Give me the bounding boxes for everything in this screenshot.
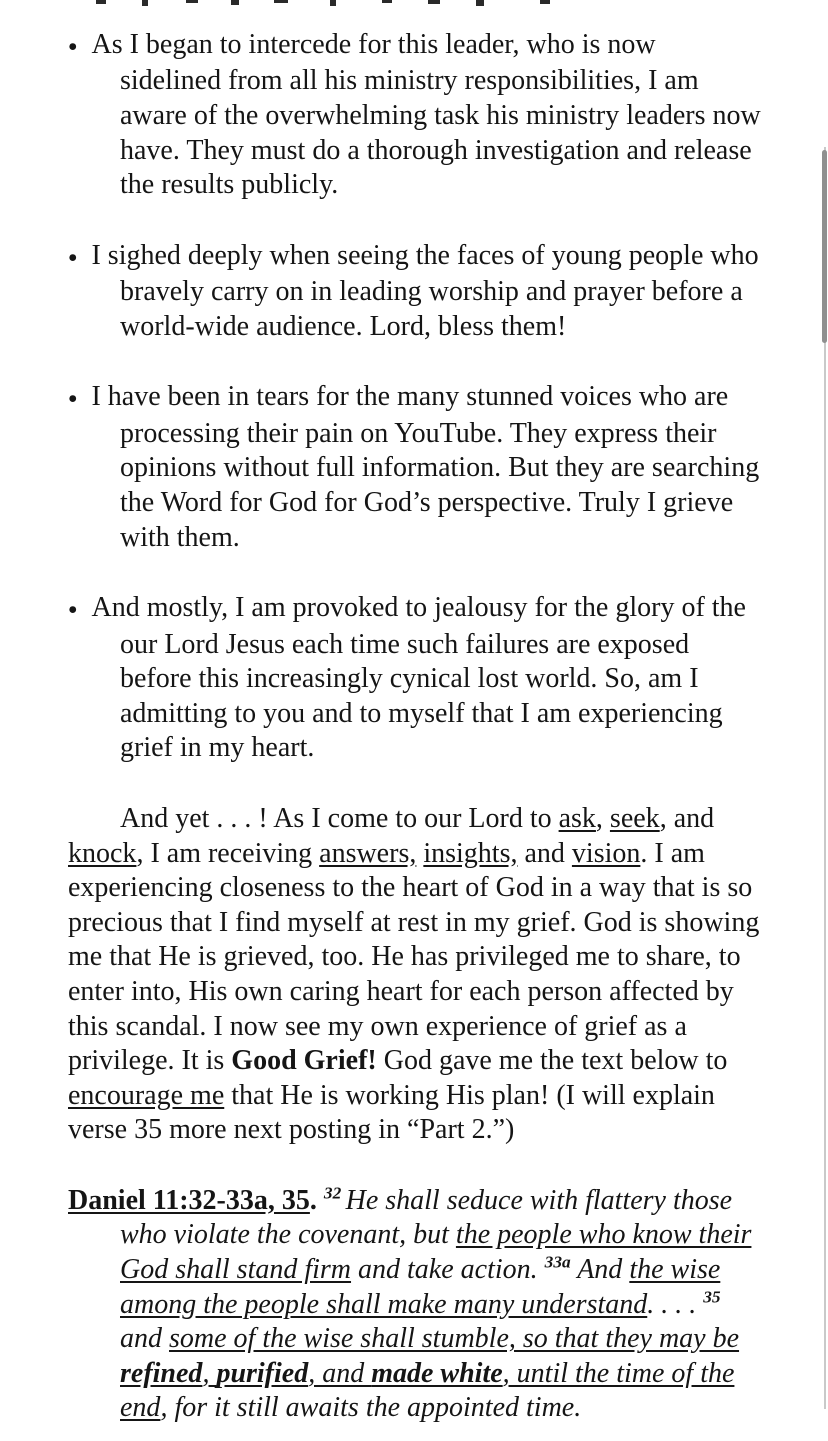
clipped-text-remnant bbox=[0, 0, 828, 9]
clipped-glyph bbox=[428, 0, 440, 4]
bullet-icon: ● bbox=[68, 390, 78, 408]
clipped-glyph bbox=[274, 0, 288, 3]
bullet-item bbox=[68, 28, 763, 203]
document-content bbox=[68, 28, 763, 1426]
clipped-glyph bbox=[330, 0, 336, 6]
bullet-text: And mostly, I am provoked to jealousy for the glory of the our Lord Jesus each time such failures are exposed before this increasingly cynical lost world. So, am I admitting to you and to myself that I am experiencing grief in my heart. bbox=[91, 592, 746, 764]
bullet-item bbox=[68, 239, 763, 345]
clipped-glyph bbox=[476, 0, 484, 6]
bullet-icon: ● bbox=[68, 600, 78, 618]
bullet-icon: ● bbox=[68, 37, 78, 55]
clipped-glyph bbox=[540, 0, 550, 4]
bullet-item bbox=[68, 380, 763, 555]
bullet-icon: ● bbox=[68, 248, 78, 266]
clipped-glyph bbox=[231, 0, 239, 5]
clipped-glyph bbox=[382, 0, 392, 3]
closing-paragraph: And yet . . . ! As I come to our Lord to ask, seek, and knock, I am receiving answers, insights, and vision. I am experiencing closeness to the heart of God in a way that is so precious that I find myself at rest in my grief. God is showing me that He is grieved, too. He has privileged me to share, to enter into, His own caring heart for each person affected by this scandal. I now see my own experience of grief as a privilege. It is Good Grief! God gave me the text below to encourage me that He is working His plan! (I will explain verse 35 more next posting in “Part 2.”) bbox=[68, 802, 760, 1146]
bullet-text: As I began to intercede for this leader, who is now sidelined from all his ministry responsibilities, I am aware of the overwhelming task his ministry leaders now have. They must do a thorough investigation and release the results publicly. bbox=[91, 29, 761, 201]
scrollbar-thumb[interactable] bbox=[822, 150, 827, 343]
clipped-glyph bbox=[96, 0, 106, 4]
bullet-text: I have been in tears for the many stunned voices who are processing their pain on YouTube. They express their opinions without full information. But they are searching the Word for God for God’s perspective. Truly I grieve with them. bbox=[91, 381, 760, 553]
bullet-item bbox=[68, 591, 763, 766]
clipped-glyph bbox=[186, 0, 198, 3]
bullet-text: I sighed deeply when seeing the faces of young people who bravely carry on in leading worship and prayer before a world-wide audience. Lord, bless them! bbox=[91, 239, 759, 342]
clipped-glyph bbox=[142, 0, 148, 6]
scripture-paragraph: Daniel 11:32-33a, 35. $^{32}$ He shall seduce with flattery those who violate the covenant, but the people who know their God shall stand firm and take action. $^{33a}$ And the wise among the people shall make many understand. . . . $^{35}$ and some of the wise shall stumble, so that they may be refined, purified, and made white, until the time of the end, for it still awaits the appointed time. bbox=[68, 1183, 752, 1424]
